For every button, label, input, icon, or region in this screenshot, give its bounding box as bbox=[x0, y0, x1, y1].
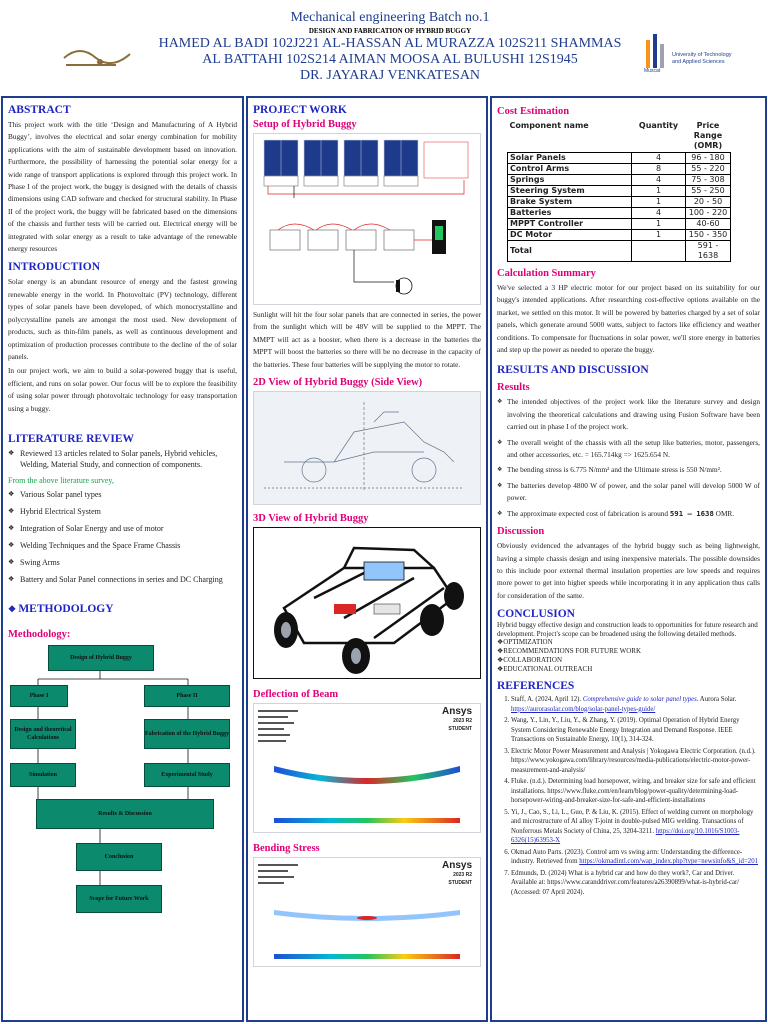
supervisor-line: DR. JAYARAJ VENKATESAN bbox=[299, 68, 481, 83]
literature-from-text: From the above literature survey, bbox=[8, 475, 114, 485]
table-row bbox=[508, 208, 731, 219]
cost-table-header bbox=[508, 120, 731, 153]
reference-link[interactable]: https://okmadintl.com/wap_index.php?type=newsinfo&S_id=201 bbox=[579, 858, 758, 866]
setup-heading: Setup of Hybrid Buggy bbox=[253, 119, 357, 130]
cost-heading: Cost Estimation bbox=[497, 106, 570, 117]
table-row bbox=[508, 175, 731, 186]
methodology-flowchart bbox=[8, 643, 238, 933]
result-item: ❖ The batteries develop 4800 W of power, and the solar panel will develop 5000 W of power. bbox=[497, 480, 760, 505]
table-row bbox=[508, 153, 731, 164]
component-price: 100 - 220 bbox=[686, 208, 731, 219]
component-price: 96 - 180 bbox=[686, 153, 731, 164]
methodology-heading-text: METHODOLOGY bbox=[18, 602, 114, 615]
component-name: DC Motor bbox=[508, 230, 632, 241]
deflection-simulation bbox=[253, 703, 481, 833]
ansys-version: 2023 R2 bbox=[453, 872, 472, 879]
reference-item bbox=[511, 848, 760, 867]
header-text bbox=[140, 10, 640, 84]
utas-logo bbox=[644, 26, 756, 82]
table-row bbox=[508, 230, 731, 241]
project-work-heading: PROJECT WORK bbox=[253, 104, 347, 116]
reference-text: Yi, J., Cao, S., Li, L., Guo, P. & Liu, K. (2015). Effect of welding current on morphology and microstructure of Al alloy T-joint in double-pulsed MIG welding. Transactions of Nonferrous Metals Society of China, 25, 3204-3211. bbox=[511, 808, 754, 835]
utas-logo-text-2: and Applied Sciences bbox=[672, 59, 725, 65]
diamond-bullet-icon: ❖ bbox=[497, 656, 504, 665]
conclusion-item bbox=[497, 665, 760, 674]
component-name: Solar Panels bbox=[508, 153, 632, 164]
conclusion-item-text: RECOMMENDATIONS FOR FUTURE WORK bbox=[503, 647, 642, 656]
component-name: MPPT Controller bbox=[508, 219, 632, 230]
reference-link[interactable]: https://doi.org/10.1016/S1003-6326(15)63953-X bbox=[511, 827, 740, 845]
ansys-logo: Ansys bbox=[441, 860, 472, 872]
reference-title: Comprehensive guide to solar panel types. bbox=[582, 696, 699, 704]
component-price: 40-60 bbox=[686, 219, 731, 230]
component-price: 150 - 350 bbox=[686, 230, 731, 241]
table-total-row bbox=[508, 241, 731, 262]
component-quantity: 1 bbox=[632, 230, 686, 241]
component-name: Brake System bbox=[508, 197, 632, 208]
reference-item: 7. Edmunds, D. (2024) What is a hybrid car and how do they work?, Car and Driver. Available at: https://www.caranddriver.com/features/a26390899/what-is-hybrid-car/ (Accessed: 07 April 2024). bbox=[511, 869, 760, 898]
table-row bbox=[508, 186, 731, 197]
authors-line-2: AL BATTAHI 102S214 AIMAN MOOSA AL BULUSHI 12S1945 bbox=[202, 52, 578, 67]
abstract-heading: ABSTRACT bbox=[8, 104, 71, 116]
3d-buggy-svg bbox=[254, 528, 480, 678]
conclusion-item bbox=[497, 638, 760, 647]
component-price: 55 - 220 bbox=[686, 164, 731, 175]
3d-view-render bbox=[253, 527, 481, 679]
side-view-svg bbox=[254, 392, 480, 504]
result-item-cost bbox=[497, 508, 760, 520]
results-subheading: Results bbox=[497, 382, 530, 394]
table-row bbox=[508, 164, 731, 175]
component-name: Springs bbox=[508, 175, 632, 186]
reference-text: Staff, A. (2024, April 12). bbox=[511, 696, 582, 704]
setup-diagram bbox=[253, 133, 481, 305]
project-subtitle: DESIGN AND FABRICATION OF HYBRID BUGGY bbox=[308, 27, 472, 35]
result-cost-prefix: The approximate expected cost of fabrication is around bbox=[507, 508, 669, 518]
reference-item: 2. Wang, Y., Lin, Y., Liu, Y., & Zhang, Y. (2019). Optimal Operation of Hybrid Energy System Considering Renewable Energy Integration and Demand Response. IEEE Transactions on Sustainable Energy, 10(1), 314-324. bbox=[511, 716, 760, 745]
flow-design-of-hybrid-buggy: Design of Hybrid Buggy bbox=[48, 645, 154, 671]
component-price: 55 - 250 bbox=[686, 186, 731, 197]
flow-scope-future-work: Scope for Future Work bbox=[76, 885, 162, 913]
results-list bbox=[497, 396, 760, 520]
setup-diagram-svg bbox=[254, 134, 480, 304]
introduction-p2: In our project work, we aim to build a solar-powered buggy that is useful, efficient, and runs on solar power. Our focus will be to explore the feasibility of using solar power through photovoltaic technology for easy transportation using a buggy. bbox=[8, 366, 237, 413]
flow-conclusion: Conclusion bbox=[76, 843, 162, 871]
total-empty-cell bbox=[632, 241, 686, 262]
conclusion-heading: CONCLUSION bbox=[497, 608, 575, 621]
component-name: Steering System bbox=[508, 186, 632, 197]
component-name: Batteries bbox=[508, 208, 632, 219]
reference-publisher: Aurora Solar. bbox=[699, 696, 737, 704]
conclusion-text: Hybrid buggy effective design and construction leads to opportunities for future research and development. Project's scope can be broadened using the following detailed methods. bbox=[497, 621, 758, 638]
ansys-logo: Ansys bbox=[441, 706, 472, 718]
flow-phase-2: Phase II bbox=[144, 685, 230, 707]
result-item: ❖ The intended objectives of the project work like the literature survey and design involving the theoretical calculations and drawing using Fusion Software have been carried out in phase I of the project work. bbox=[497, 396, 760, 433]
middle-column bbox=[246, 96, 488, 1022]
reference-item bbox=[511, 808, 760, 846]
conclusion-item bbox=[497, 647, 760, 656]
component-name: Control Arms bbox=[508, 164, 632, 175]
discussion-heading: Discussion bbox=[497, 526, 545, 538]
discussion-text: Obviously evidenced the advantages of the hybrid buggy such as being lightweight, having a simple chassis design and using inexpensive materials. The possible downsides to this include poor external thermal insulation properties are low speeds and requires more power to get into higher speeds while incorporating it in any application thus calls for consideration of the same. bbox=[497, 541, 760, 600]
references-heading: REFERENCES bbox=[497, 680, 575, 693]
component-quantity: 4 bbox=[632, 175, 686, 186]
deflection-heading: Deflection of Beam bbox=[253, 689, 339, 701]
side-view-drawing bbox=[253, 391, 481, 505]
header-price-range: Price Range (OMR) bbox=[693, 121, 723, 150]
authors-line-1: HAMED AL BADI 102J221 AL-HASSAN AL MURAZZA 102S211 SHAMMAS bbox=[158, 36, 622, 51]
diamond-bullet-icon: ❖ bbox=[8, 603, 19, 614]
oman-vision-logo-icon bbox=[60, 36, 140, 76]
abstract-text: This project work with the title ‘Design and Manufacturing of A Hybrid Buggy’, involves the electrical and solar energy combination for mobility applications with the aim of sustainable development based on innovation. Furthermore, the possibility of harnessing the potential solar energy for a wide range of transport applications is explored through this project work. In Phase I of the project work, the buggy is designed with the details of chassis dimensions using CAD software and checked for structural stability. In Phase II of the project work, the buggy will be fabricated based on the dimensions of the chassis and further tests will be carried out. Electrical energy will be integrated with solar energy as a result to take advantage of the renewable energy resources bbox=[8, 120, 237, 254]
utas-logo-text-1: University of Technology bbox=[672, 52, 732, 58]
component-quantity: 1 bbox=[632, 186, 686, 197]
view2d-heading: 2D View of Hybrid Buggy (Side View) bbox=[253, 377, 423, 389]
conclusion-items bbox=[497, 638, 760, 674]
header-quantity: Quantity bbox=[638, 121, 679, 130]
flow-results-discussion: Results & Discussion bbox=[36, 799, 214, 829]
reference-item: 4. Fluke. (n.d.). Determining load horsepower, wiring, and breaker size for safe and efficient installations. https://www.fluke.com/en/learn/blog/power-quality/determining-load-horsepower-wiring-and-breaker-size-for-safe-and-efficient-installations bbox=[511, 777, 760, 806]
poster-header bbox=[0, 0, 768, 94]
left-column bbox=[1, 96, 244, 1022]
ansys-version: 2023 R2 bbox=[453, 718, 472, 725]
component-price: 20 - 50 bbox=[686, 197, 731, 208]
total-label: Total bbox=[508, 241, 632, 262]
component-quantity: 1 bbox=[632, 197, 686, 208]
bending-beam-svg bbox=[254, 858, 480, 966]
literature-first-list bbox=[8, 448, 237, 470]
literature-item: ❖ Various Solar panel types bbox=[8, 489, 237, 500]
methodology-subheading: Methodology: bbox=[8, 628, 71, 640]
reference-item bbox=[511, 695, 760, 714]
conclusion-item-text: OPTIMIZATION bbox=[503, 638, 553, 647]
bending-simulation bbox=[253, 857, 481, 967]
result-cost-value: 591 – 1638 bbox=[669, 508, 714, 518]
utas-logo-city: Muscat bbox=[644, 68, 661, 74]
result-cost-suffix: OMR. bbox=[715, 508, 735, 518]
references-list bbox=[497, 695, 760, 897]
component-quantity: 4 bbox=[632, 153, 686, 164]
literature-item: ❖ Reviewed 13 articles related to Solar panels, Hybrid vehicles, Welding, Material Study, and connection of components. bbox=[8, 448, 237, 470]
view3d-heading: 3D View of Hybrid Buggy bbox=[253, 513, 369, 525]
flow-design-calculations: Design and theoretical Calculations bbox=[10, 719, 76, 749]
conclusion-item-text: EDUCATIONAL OUTREACH bbox=[503, 665, 593, 674]
deflection-beam-svg bbox=[254, 704, 480, 832]
table-row bbox=[508, 219, 731, 230]
conclusion-item-text: COLLABORATION bbox=[503, 656, 563, 665]
setup-description: Sunlight will hit the four solar panels that are connected in series, the power from the sunlight which will be 48V will be supplied to the MPPT. The MMPT will act as a booster, when there is a decrease in the batteries the MPPT will boost the batteries so there will be no decrease in the capacity of the batteries. These four batteries will be supplying the motor to rotate. bbox=[253, 310, 481, 369]
result-item: ❖ The bending stress is 6.775 N/mm² and the Ultimate stress is 550 N/mm². bbox=[497, 464, 760, 476]
flow-fabrication: Fabrication of the Hybrid Buggy bbox=[144, 719, 230, 749]
header-component: Component name bbox=[509, 121, 589, 130]
literature-item: ❖ Welding Techniques and the Space Frame Chassis bbox=[8, 540, 237, 551]
cost-table bbox=[507, 120, 731, 262]
result-item: ❖ The overall weight of the chassis with all the setup like batteries, motor, passengers, and other accessories, etc. = 165.714kg => 1625.654 N. bbox=[497, 437, 760, 462]
reference-text: Okmad Auto Parts. (2023). Control arm vs swing arm: Understanding the difference-industry. Retrieved from bbox=[511, 848, 743, 866]
reference-link[interactable]: https://aurorasolar.com/blog/solar-panel-types-guide/ bbox=[511, 705, 656, 713]
literature-item: ❖ Battery and Solar Panel connections in series and DC Charging bbox=[8, 574, 237, 585]
literature-item: ❖ Hybrid Electrical System bbox=[8, 506, 237, 517]
calc-text: We've selected a 3 HP electric motor for our project based on its suitability for our buggy's intended applications. After researching cost-effective options available on the market, we settled on this motor. It will be powered by batteries charged by a set of solar panels, which generate around 5000 watts, subject to factors like efficiency and weather conditions. To compensate for fluctuations in solar power, we'll store energy in batteries and step up the power as needed to operate the buggy. bbox=[497, 283, 760, 355]
conclusion-item bbox=[497, 656, 760, 665]
literature-topics-list bbox=[8, 489, 237, 585]
methodology-heading bbox=[8, 603, 237, 615]
component-quantity: 1 bbox=[632, 219, 686, 230]
introduction-heading: INTRODUCTION bbox=[8, 261, 101, 274]
calc-heading: Calculation Summary bbox=[497, 268, 596, 279]
flow-phase-1: Phase I bbox=[10, 685, 68, 707]
results-heading: RESULTS AND DISCUSSION bbox=[497, 364, 649, 377]
batch-title: Mechanical engineering Batch no.1 bbox=[290, 10, 490, 25]
ansys-student-label: STUDENT bbox=[448, 880, 472, 887]
introduction-p1: Solar energy is an abundant resource of energy and the fastest growing renewable energy in the world. In Photovoltaic (PV) technology, different types of solar panels have been developed, of which monocrystalline and polycrystalline panels are amongst the most used. New development of products, such as thin-film panels, as well as continuous development and optimization of production processes contribute to the decline of the of solar panels. bbox=[8, 277, 237, 361]
component-price: 75 - 308 bbox=[686, 175, 731, 186]
ansys-student-label: STUDENT bbox=[448, 726, 472, 733]
literature-heading: LITERATURE REVIEW bbox=[8, 432, 134, 445]
diamond-bullet-icon: ❖ bbox=[497, 647, 504, 656]
literature-item: ❖ Swing Arms bbox=[8, 557, 237, 568]
literature-item: ❖ Integration of Solar Energy and use of motor bbox=[8, 523, 237, 534]
right-column bbox=[490, 96, 767, 1022]
reference-item: 3. Electric Motor Power Measurement and Analysis | Yokogawa Electric Corporation. (n.d.). https://www.yokogawa.com/library/resources/media-publications/electric-motor-power-measurement-and-analysis/ bbox=[511, 747, 760, 776]
bending-heading: Bending Stress bbox=[253, 843, 320, 855]
diamond-bullet-icon: ❖ bbox=[497, 638, 504, 647]
component-quantity: 4 bbox=[632, 208, 686, 219]
diamond-bullet-icon: ❖ bbox=[497, 665, 504, 674]
component-quantity: 8 bbox=[632, 164, 686, 175]
table-row bbox=[508, 197, 731, 208]
flow-simulation: Simulation bbox=[10, 763, 76, 787]
flow-experimental-study: Experimental Study bbox=[144, 763, 230, 787]
total-value: 591 - 1638 bbox=[686, 241, 731, 262]
